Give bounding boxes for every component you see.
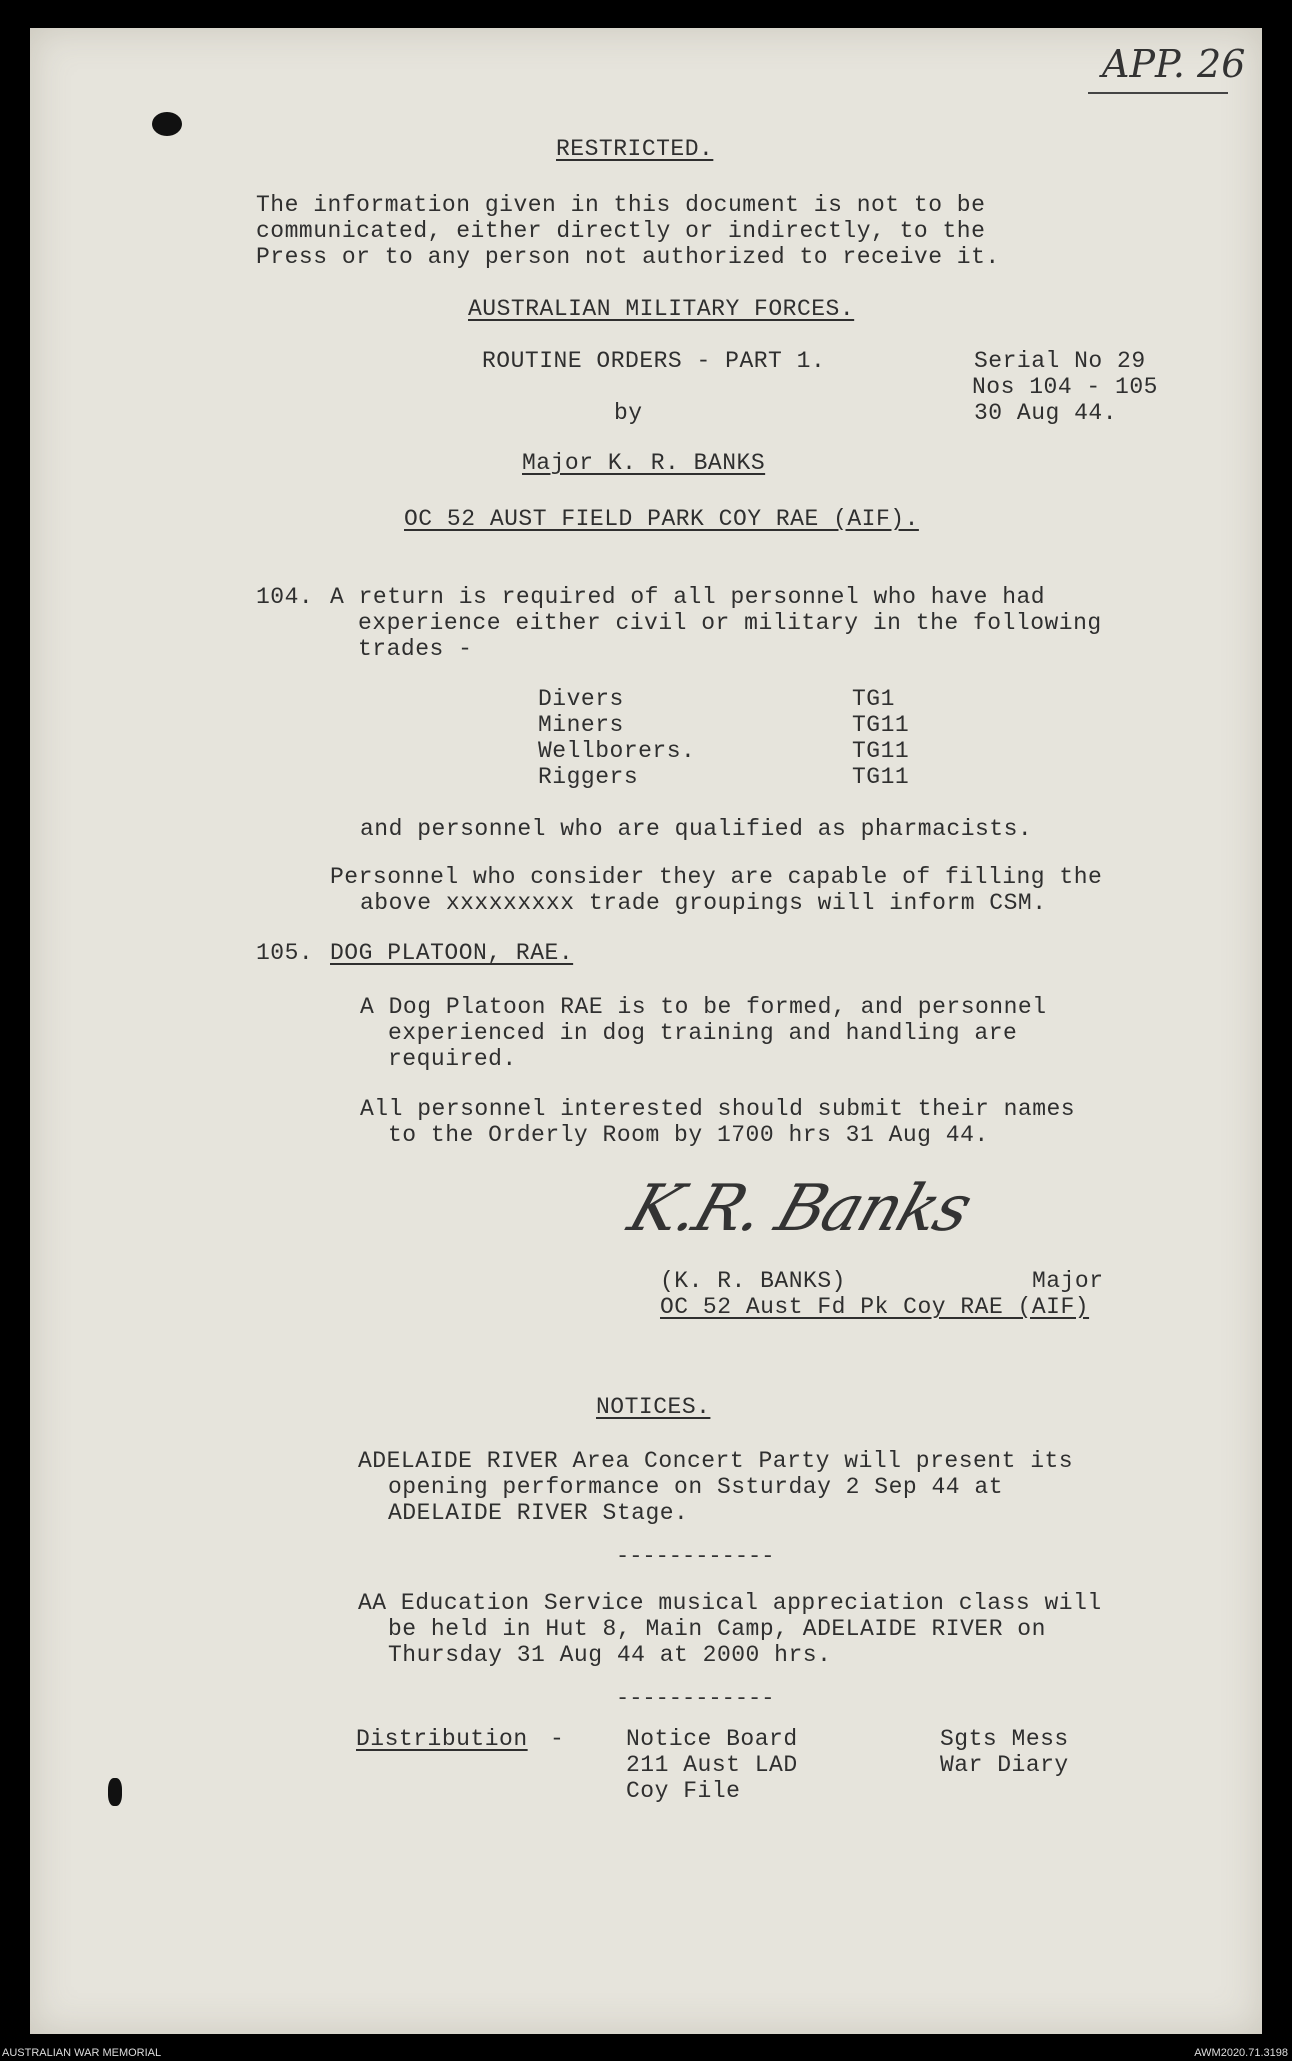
signatory-rank: Major [1032, 1268, 1104, 1294]
distribution-item: Notice Board [626, 1726, 798, 1752]
order-104-intro-3: trades - [358, 636, 473, 662]
serial-number: Serial No 29 [974, 348, 1146, 374]
page-reference-underline [1088, 92, 1228, 94]
order-104-para-1: Personnel who consider they are capable of filling the [330, 864, 1103, 890]
page-reference: APP. 26 [1102, 42, 1246, 86]
trade-name: Miners [538, 712, 624, 738]
trade-name: Divers [538, 686, 624, 712]
order-numbers: Nos 104 - 105 [972, 374, 1158, 400]
signatory-appointment: OC 52 Aust Fd Pk Coy RAE (AIF) [660, 1294, 1090, 1320]
order-104-intro-2: experience either civil or military in the following [358, 610, 1102, 636]
distribution-item: War Diary [940, 1752, 1069, 1778]
force-heading: AUSTRALIAN MILITARY FORCES. [468, 296, 855, 322]
trade-group: TG11 [852, 712, 910, 738]
order-105-number: 105. [256, 940, 314, 966]
warning-line-3: Press or to any person not authorized to receive it. [256, 244, 1000, 270]
footer-archive: AUSTRALIAN WAR MEMORIAL [2, 2047, 162, 2059]
order-104-number: 104. [256, 584, 314, 610]
distribution-dash: - [550, 1726, 565, 1752]
notice-1-line-3: ADELAIDE RIVER Stage. [388, 1500, 689, 1526]
signature: K.R. Banks [619, 1172, 980, 1246]
notices-title: NOTICES. [596, 1394, 711, 1420]
order-105-title: DOG PLATOON, RAE. [330, 940, 574, 966]
order-date: 30 Aug 44. [974, 400, 1118, 426]
trade-group: TG1 [852, 686, 895, 712]
punch-hole [152, 112, 182, 136]
separator: ------------ [616, 1686, 775, 1711]
order-105-para1-3: required. [388, 1046, 517, 1072]
classification: RESTRICTED. [556, 136, 714, 162]
author: Major K. R. BANKS [522, 450, 766, 476]
order-104-para-2: above xxxxxxxxx trade groupings will inform CSM. [360, 890, 1047, 916]
pharmacists-line: and personnel who are qualified as pharmacists. [360, 816, 1033, 842]
notice-1-line-1: ADELAIDE RIVER Area Concert Party will present its [358, 1448, 1074, 1474]
notice-1-line-2: opening performance on Ssturday 2 Sep 44 at [388, 1474, 1003, 1500]
distribution-label: Distribution [356, 1726, 528, 1752]
distribution-item: Sgts Mess [940, 1726, 1069, 1752]
signatory-name: (K. R. BANKS) [660, 1268, 846, 1294]
order-105-para1-2: experienced in dog training and handling are [388, 1020, 1018, 1046]
trade-name: Riggers [538, 764, 639, 790]
punch-hole [108, 1778, 122, 1806]
warning-line-1: The information given in this document is not to be [256, 192, 986, 218]
footer-accession: AWM2020.71.3198 [1194, 2047, 1288, 2059]
notice-2-line-1: AA Education Service musical appreciation class will [358, 1590, 1102, 1616]
orders-title: ROUTINE ORDERS - PART 1. [482, 348, 826, 374]
order-105-para2-1: All personnel interested should submit their names [360, 1096, 1076, 1122]
unit-heading: OC 52 AUST FIELD PARK COY RAE (AIF). [404, 506, 919, 532]
trade-group: TG11 [852, 738, 910, 764]
order-105-para2-2: to the Orderly Room by 1700 hrs 31 Aug 44. [388, 1122, 989, 1148]
notice-2-line-3: Thursday 31 Aug 44 at 2000 hrs. [388, 1642, 832, 1668]
distribution-item: 211 Aust LAD [626, 1752, 798, 1778]
notice-2-line-2: be held in Hut 8, Main Camp, ADELAIDE RIVER on [388, 1616, 1046, 1642]
distribution-item: Coy File [626, 1778, 741, 1804]
warning-line-2: communicated, either directly or indirectly, to the [256, 218, 986, 244]
by-label: by [614, 400, 643, 426]
separator: ------------ [616, 1544, 775, 1569]
trade-name: Wellborers. [538, 738, 696, 764]
order-104-intro-1: A return is required of all personnel who have had [330, 584, 1046, 610]
trade-group: TG11 [852, 764, 910, 790]
order-105-para1-1: A Dog Platoon RAE is to be formed, and personnel [360, 994, 1047, 1020]
